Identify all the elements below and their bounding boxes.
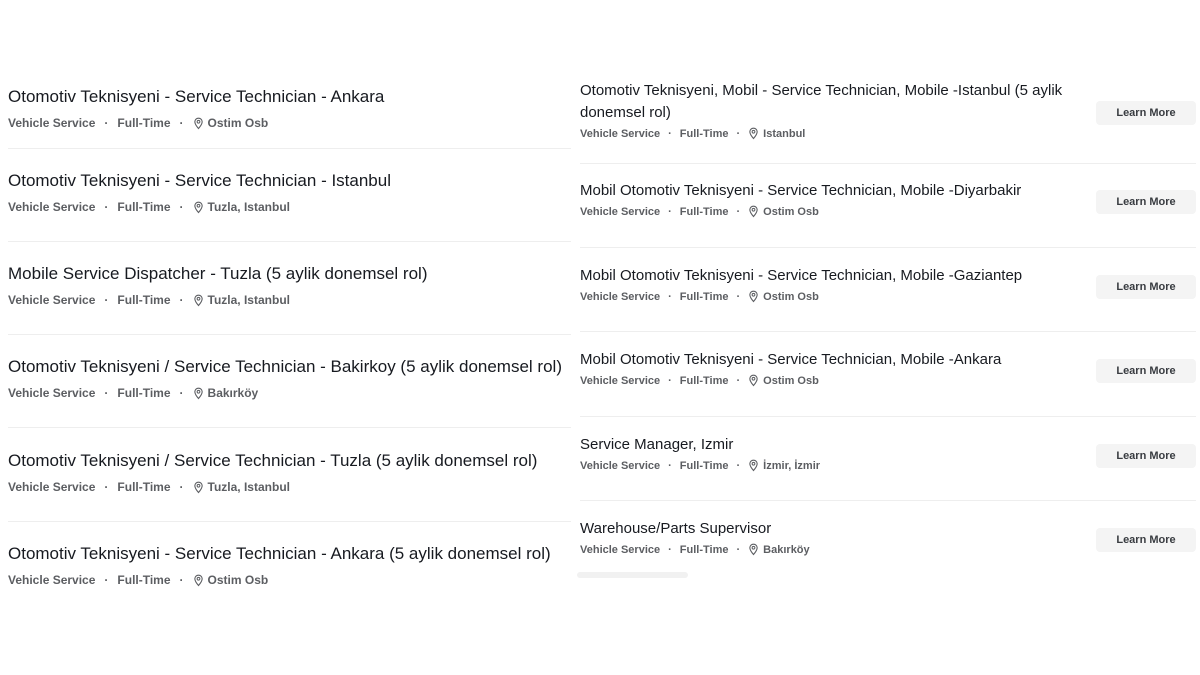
job-title[interactable]: Mobile Service Dispatcher - Tuzla (5 aylik donemsel rol) bbox=[8, 264, 428, 283]
job-department: Vehicle Service bbox=[8, 386, 96, 400]
job-listing[interactable] bbox=[580, 265, 1196, 332]
job-location: İzmir, İzmir bbox=[763, 459, 821, 472]
job-department: Vehicle Service bbox=[580, 374, 661, 387]
job-type: Full-Time bbox=[117, 480, 171, 494]
job-department: Vehicle Service bbox=[8, 293, 96, 307]
meta-separator: · bbox=[668, 543, 672, 556]
meta-separator: · bbox=[736, 205, 741, 218]
map-pin-icon bbox=[748, 205, 759, 218]
job-listing[interactable] bbox=[580, 349, 1196, 417]
map-pin-icon bbox=[193, 481, 204, 494]
meta-separator: · bbox=[179, 200, 184, 214]
job-department: Vehicle Service bbox=[8, 116, 96, 130]
job-location: Bakırköy bbox=[207, 386, 259, 400]
job-department: Vehicle Service bbox=[580, 290, 661, 303]
job-title[interactable]: Otomotiv Teknisyeni - Service Technician - Istanbul bbox=[8, 171, 391, 190]
job-department: Vehicle Service bbox=[580, 459, 661, 472]
job-title[interactable]: Otomotiv Teknisyeni / Service Technician - Tuzla (5 aylik donemsel rol) bbox=[8, 451, 538, 470]
learn-more-button[interactable]: Learn More bbox=[1096, 101, 1196, 125]
map-pin-icon bbox=[748, 290, 759, 303]
job-title[interactable]: Mobil Otomotiv Teknisyeni - Service Technician, Mobile -Ankara bbox=[580, 351, 1002, 368]
meta-separator: · bbox=[179, 116, 184, 130]
job-type: Full-Time bbox=[679, 290, 729, 303]
meta-separator: · bbox=[668, 127, 672, 140]
job-type: Full-Time bbox=[679, 459, 729, 472]
map-pin-icon bbox=[193, 201, 204, 214]
learn-more-button[interactable]: Learn More bbox=[1096, 275, 1196, 299]
job-location: Tuzla, Istanbul bbox=[207, 200, 290, 214]
job-meta bbox=[8, 573, 571, 587]
job-listing[interactable] bbox=[8, 263, 571, 335]
meta-separator: · bbox=[668, 374, 672, 387]
job-type: Full-Time bbox=[679, 127, 729, 140]
job-listing[interactable] bbox=[8, 86, 571, 149]
job-title[interactable]: Mobil Otomotiv Teknisyeni - Service Technician, Mobile -Gaziantep bbox=[580, 267, 1023, 284]
map-pin-icon bbox=[748, 459, 759, 472]
meta-separator: · bbox=[736, 543, 741, 556]
job-listing[interactable] bbox=[8, 543, 571, 593]
meta-separator: · bbox=[104, 293, 109, 307]
job-meta bbox=[8, 386, 571, 400]
job-department: Vehicle Service bbox=[8, 573, 96, 587]
job-department: Vehicle Service bbox=[580, 127, 661, 140]
job-listing[interactable] bbox=[8, 170, 571, 242]
job-location: Ostim Osb bbox=[763, 290, 819, 303]
job-meta bbox=[580, 127, 1196, 140]
job-title[interactable]: Otomotiv Teknisyeni / Service Technician - Bakirkoy (5 aylik donemsel rol) bbox=[8, 357, 562, 376]
job-location: Ostim Osb bbox=[207, 116, 269, 130]
meta-separator: · bbox=[104, 200, 109, 214]
job-listing[interactable] bbox=[8, 450, 571, 522]
meta-separator: · bbox=[736, 459, 741, 472]
meta-separator: · bbox=[104, 116, 109, 130]
job-department: Vehicle Service bbox=[580, 205, 661, 218]
meta-separator: · bbox=[179, 480, 184, 494]
job-type: Full-Time bbox=[117, 573, 171, 587]
job-listing[interactable] bbox=[8, 356, 571, 428]
job-type: Full-Time bbox=[117, 386, 171, 400]
meta-separator: · bbox=[668, 290, 672, 303]
job-type: Full-Time bbox=[117, 293, 171, 307]
meta-separator: · bbox=[179, 386, 184, 400]
job-type: Full-Time bbox=[679, 543, 729, 556]
job-type: Full-Time bbox=[117, 116, 171, 130]
job-location: Ostim Osb bbox=[763, 205, 819, 218]
meta-separator: · bbox=[104, 480, 109, 494]
job-title[interactable]: Otomotiv Teknisyeni, Mobil - Service Technician, Mobile -Istanbul (5 aylik donemsel rol) bbox=[580, 82, 1063, 121]
job-title[interactable]: Otomotiv Teknisyeni - Service Technician - Ankara (5 aylik donemsel rol) bbox=[8, 544, 551, 563]
map-pin-icon bbox=[748, 543, 759, 556]
job-type: Full-Time bbox=[679, 205, 729, 218]
job-location: Ostim Osb bbox=[763, 374, 819, 387]
learn-more-button[interactable]: Learn More bbox=[1096, 190, 1196, 214]
meta-separator: · bbox=[179, 293, 184, 307]
job-department: Vehicle Service bbox=[8, 480, 96, 494]
job-listing[interactable] bbox=[580, 180, 1196, 248]
job-listing[interactable] bbox=[580, 434, 1196, 501]
job-meta bbox=[8, 200, 571, 214]
job-location: Tuzla, Istanbul bbox=[207, 480, 290, 494]
meta-separator: · bbox=[736, 374, 741, 387]
meta-separator: · bbox=[736, 127, 741, 140]
learn-more-button[interactable]: Learn More bbox=[1096, 444, 1196, 468]
job-meta bbox=[8, 116, 571, 130]
job-title[interactable]: Service Manager, Izmir bbox=[580, 436, 734, 453]
job-location: Bakırköy bbox=[763, 543, 810, 556]
job-location: Ostim Osb bbox=[207, 573, 269, 587]
meta-separator: · bbox=[104, 573, 109, 587]
job-title[interactable]: Warehouse/Parts Supervisor bbox=[580, 520, 772, 537]
map-pin-icon bbox=[193, 294, 204, 307]
job-department: Vehicle Service bbox=[8, 200, 96, 214]
job-location: Tuzla, Istanbul bbox=[207, 293, 290, 307]
map-pin-icon bbox=[748, 374, 759, 387]
meta-separator: · bbox=[668, 459, 672, 472]
horizontal-scrollbar[interactable] bbox=[577, 572, 688, 578]
meta-separator: · bbox=[668, 205, 672, 218]
job-type: Full-Time bbox=[117, 200, 171, 214]
map-pin-icon bbox=[193, 387, 204, 400]
job-location: Istanbul bbox=[763, 127, 806, 140]
job-meta bbox=[8, 293, 571, 307]
job-listing[interactable] bbox=[580, 518, 1196, 568]
meta-separator: · bbox=[179, 573, 184, 587]
job-title[interactable]: Otomotiv Teknisyeni - Service Technician - Ankara bbox=[8, 87, 385, 106]
job-title[interactable]: Mobil Otomotiv Teknisyeni - Service Technician, Mobile -Diyarbakir bbox=[580, 182, 1022, 199]
learn-more-button[interactable]: Learn More bbox=[1096, 528, 1196, 552]
job-department: Vehicle Service bbox=[580, 543, 661, 556]
map-pin-icon bbox=[193, 117, 204, 130]
map-pin-icon bbox=[748, 127, 759, 140]
map-pin-icon bbox=[193, 574, 204, 587]
meta-separator: · bbox=[104, 386, 109, 400]
job-listing[interactable] bbox=[580, 80, 1196, 164]
learn-more-button[interactable]: Learn More bbox=[1096, 359, 1196, 383]
meta-separator: · bbox=[736, 290, 741, 303]
job-meta bbox=[8, 480, 571, 494]
job-type: Full-Time bbox=[679, 374, 729, 387]
